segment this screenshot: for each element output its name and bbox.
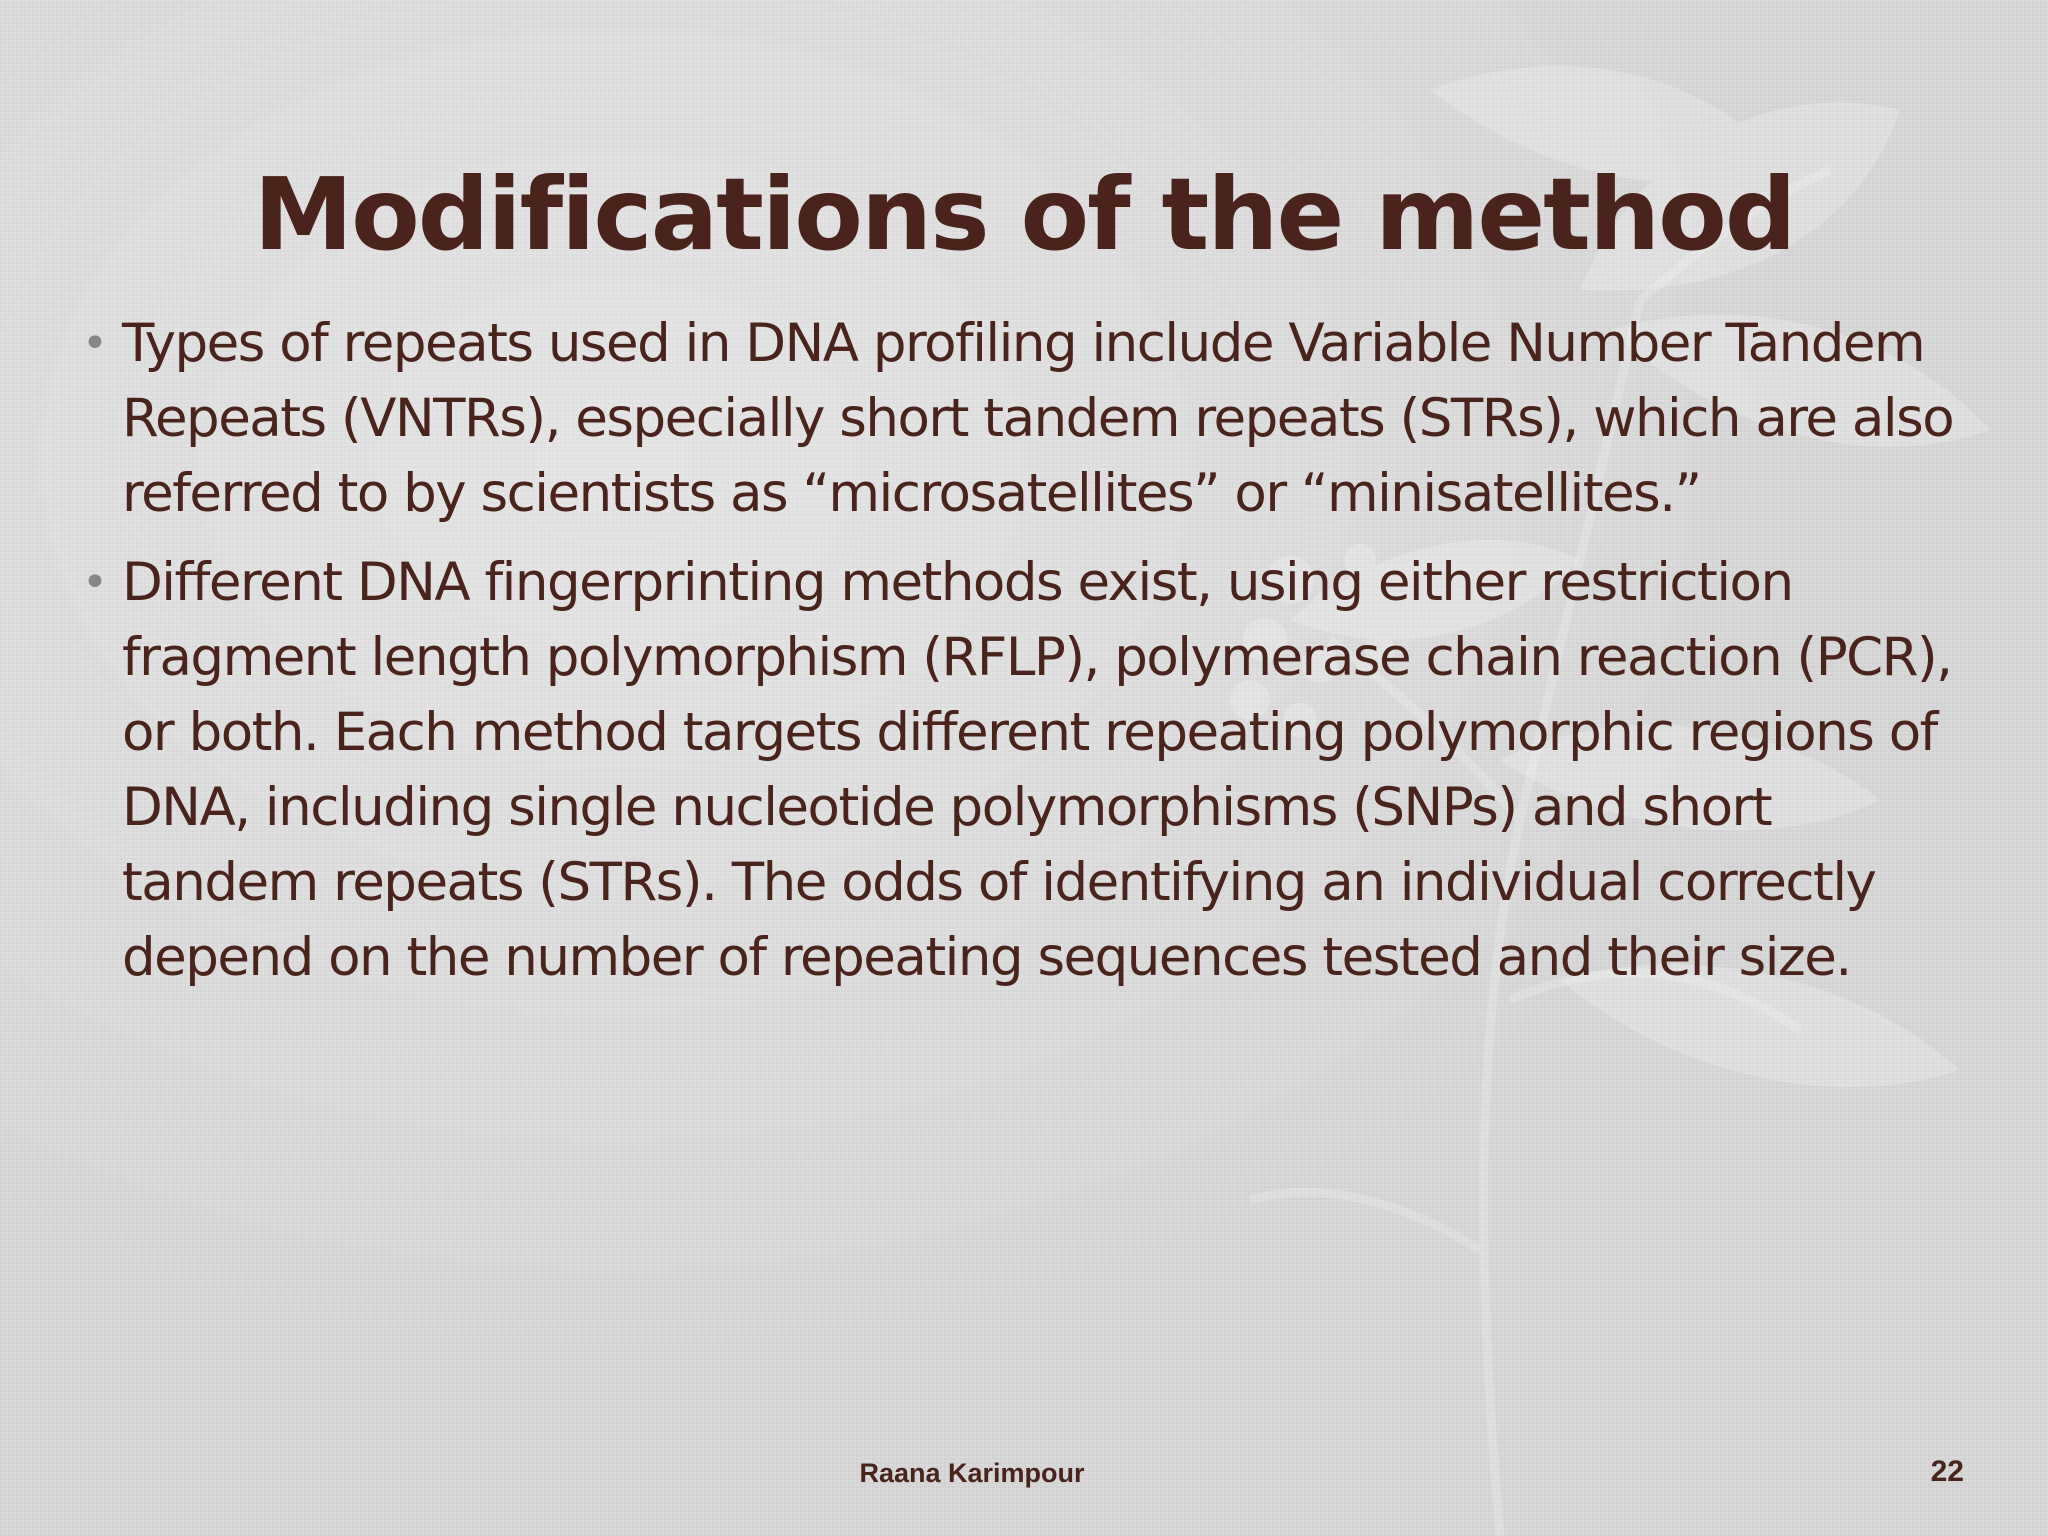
bullet-list <box>82 306 1982 1009</box>
bullet-text: Different DNA fingerprinting methods exist, using either restriction fragment length polymorphism (RFLP), polymerase chain reaction (PCR), or both. Each method targets different repeating polymorphic regions of DNA, including single nucleotide polymorphisms (SNPs) and short tandem repeats (STRs). The odds of identifying an individual correctly depend on the number of repeating sequences tested and their size. <box>122 552 1952 988</box>
bullet-dot-icon: • <box>82 557 107 608</box>
slide-title: Modifications of the method <box>253 156 1795 273</box>
bullet-item <box>82 306 1982 531</box>
footer-author: Raana Karimpour <box>859 1458 1085 1488</box>
bullet-text: Types of repeats used in DNA profiling include Variable Number Tandem Repeats (VNTRs), especially short tandem repeats (STRs), which are also referred to by scientists as “microsatellites” or “minisatellites.” <box>122 313 1954 524</box>
slide-page-number: 22 <box>1930 1455 1964 1488</box>
bullet-dot-icon: • <box>82 318 107 369</box>
bullet-item <box>82 545 1982 995</box>
